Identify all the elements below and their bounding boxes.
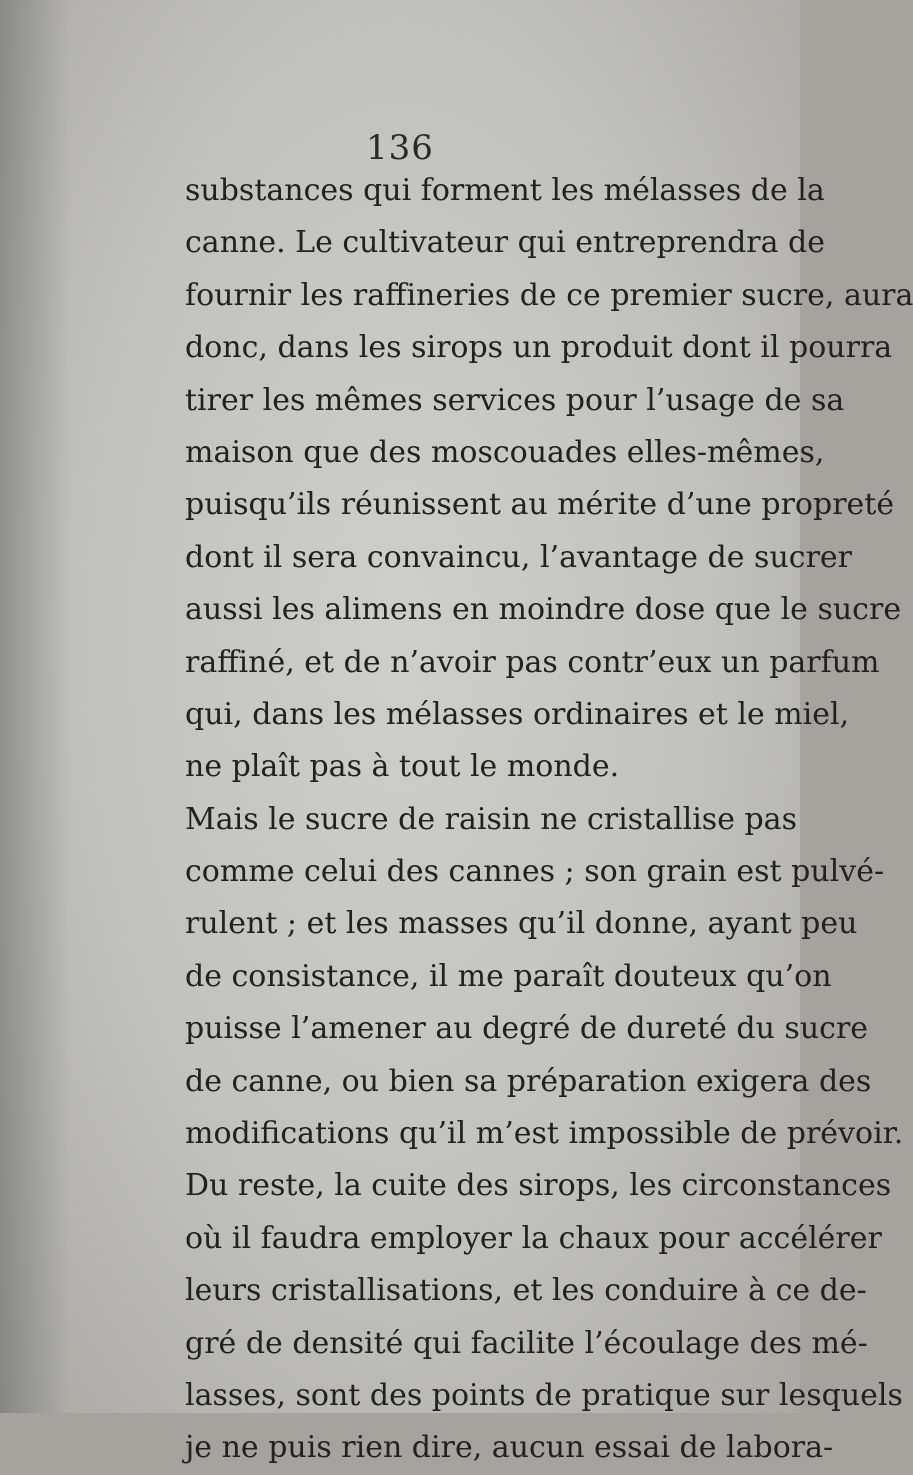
page-gutter-shadow bbox=[0, 0, 70, 1413]
text-line: qui, dans les mélasses ordinaires et le miel, bbox=[185, 696, 850, 732]
text-line: gré de densité qui facilite l’écoulage des mé- bbox=[185, 1325, 868, 1361]
text-line: de canne, ou bien sa préparation exigera des bbox=[185, 1063, 872, 1099]
text-line: Du reste, la cuite des sirops, les circonstances bbox=[185, 1168, 892, 1204]
body-text bbox=[185, 165, 913, 1475]
text-line: dont il sera convaincu, l’avantage de sucrer bbox=[185, 539, 853, 575]
text-line: lasses, sont des points de pratique sur lesquels bbox=[185, 1377, 903, 1413]
page-number: 136 bbox=[366, 128, 434, 168]
text-line: aussi les alimens en moindre dose que le sucre bbox=[185, 592, 902, 628]
text-line: fournir les raffineries de ce premier sucre, aura bbox=[185, 277, 913, 313]
text-line: où il faudra employer la chaux pour accélérer bbox=[185, 1220, 882, 1256]
text-line: rulent ; et les masses qu’il donne, ayant peu bbox=[185, 906, 858, 942]
text-line: puisqu’ils réunissent au mérite d’une propreté bbox=[185, 487, 895, 523]
text-line: je ne puis rien dire, aucun essai de labora- bbox=[185, 1430, 834, 1466]
text-line: raffiné, et de n’avoir pas contr’eux un parfum bbox=[185, 644, 880, 680]
text-line: ne plaît pas à tout le monde. bbox=[185, 749, 620, 785]
text-line: donc, dans les sirops un produit dont il pourra bbox=[185, 330, 893, 366]
text-line: canne. Le cultivateur qui entreprendra de bbox=[185, 225, 826, 261]
text-line: de consistance, il me paraît douteux qu’on bbox=[185, 958, 832, 994]
text-line: leurs cristallisations, et les conduire à ce de- bbox=[185, 1273, 867, 1309]
text-line: comme celui des cannes ; son grain est pulvé- bbox=[185, 854, 885, 890]
text-line: modifications qu’il m’est impossible de prévoir. bbox=[185, 1116, 904, 1152]
text-line: puisse l’amener au degré de dureté du sucre bbox=[185, 1011, 869, 1047]
text-line: tirer les mêmes services pour l’usage de sa bbox=[185, 382, 845, 418]
text-line: maison que des moscouades elles-mêmes, bbox=[185, 434, 825, 470]
text-line: Mais le sucre de raisin ne cristallise pas bbox=[185, 801, 797, 837]
text-line: substances qui forment les mélasses de la bbox=[185, 173, 825, 208]
